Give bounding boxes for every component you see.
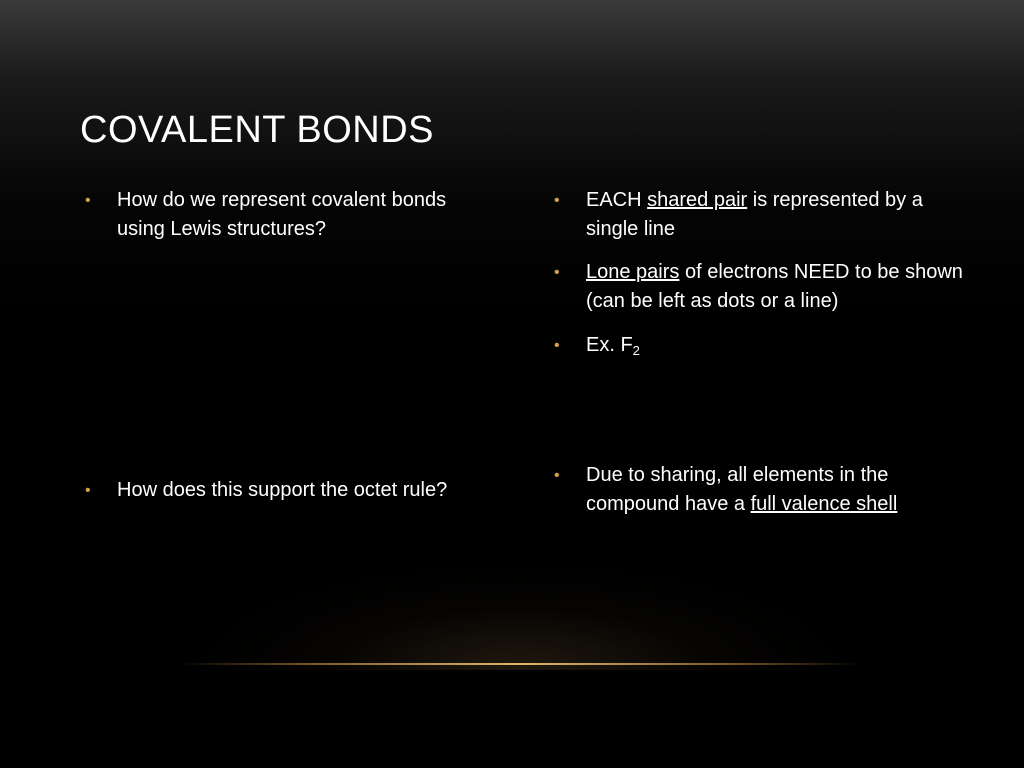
bullet-dot: •: [554, 337, 560, 354]
right-bullet-4: [554, 461, 966, 519]
full-valence-shell-term: full valence shell: [750, 493, 898, 515]
right-bullet-2-post: of electrons NEED to be shown (can be left as dots or a line): [586, 261, 963, 312]
bullet-dot: •: [554, 192, 560, 209]
right-bullet-1-post: is represented by a single line: [586, 189, 923, 240]
bullet-dot: •: [554, 467, 560, 484]
bullet-dot: •: [554, 264, 560, 281]
left-bullet-1-text: How do we represent covalent bonds using Lewis structures?: [117, 189, 447, 240]
left-bullet-2-text: How does this support the octet rule?: [117, 479, 448, 501]
right-bullet-4-pre: Due to sharing, all elements in the compound have a: [586, 464, 889, 515]
right-bullet-2: [554, 258, 966, 316]
left-bullet-1: [85, 186, 487, 244]
shared-pair-term: shared pair: [647, 189, 748, 211]
right-bullet-3: [554, 331, 966, 360]
lone-pairs-term: Lone pairs: [586, 261, 680, 283]
bullet-dot: •: [85, 482, 91, 499]
bottom-glow: [180, 560, 860, 670]
gold-accent-line: [180, 663, 860, 665]
right-bullet-1: [554, 186, 966, 244]
slide-title: COVALENT BONDS: [80, 109, 435, 151]
right-bullet-3-pre: Ex. F: [586, 334, 633, 356]
right-bullet-1-pre: EACH: [586, 189, 648, 211]
left-bullet-2: [85, 476, 487, 505]
bullet-dot: •: [85, 192, 91, 209]
subscript-2: 2: [632, 343, 640, 358]
